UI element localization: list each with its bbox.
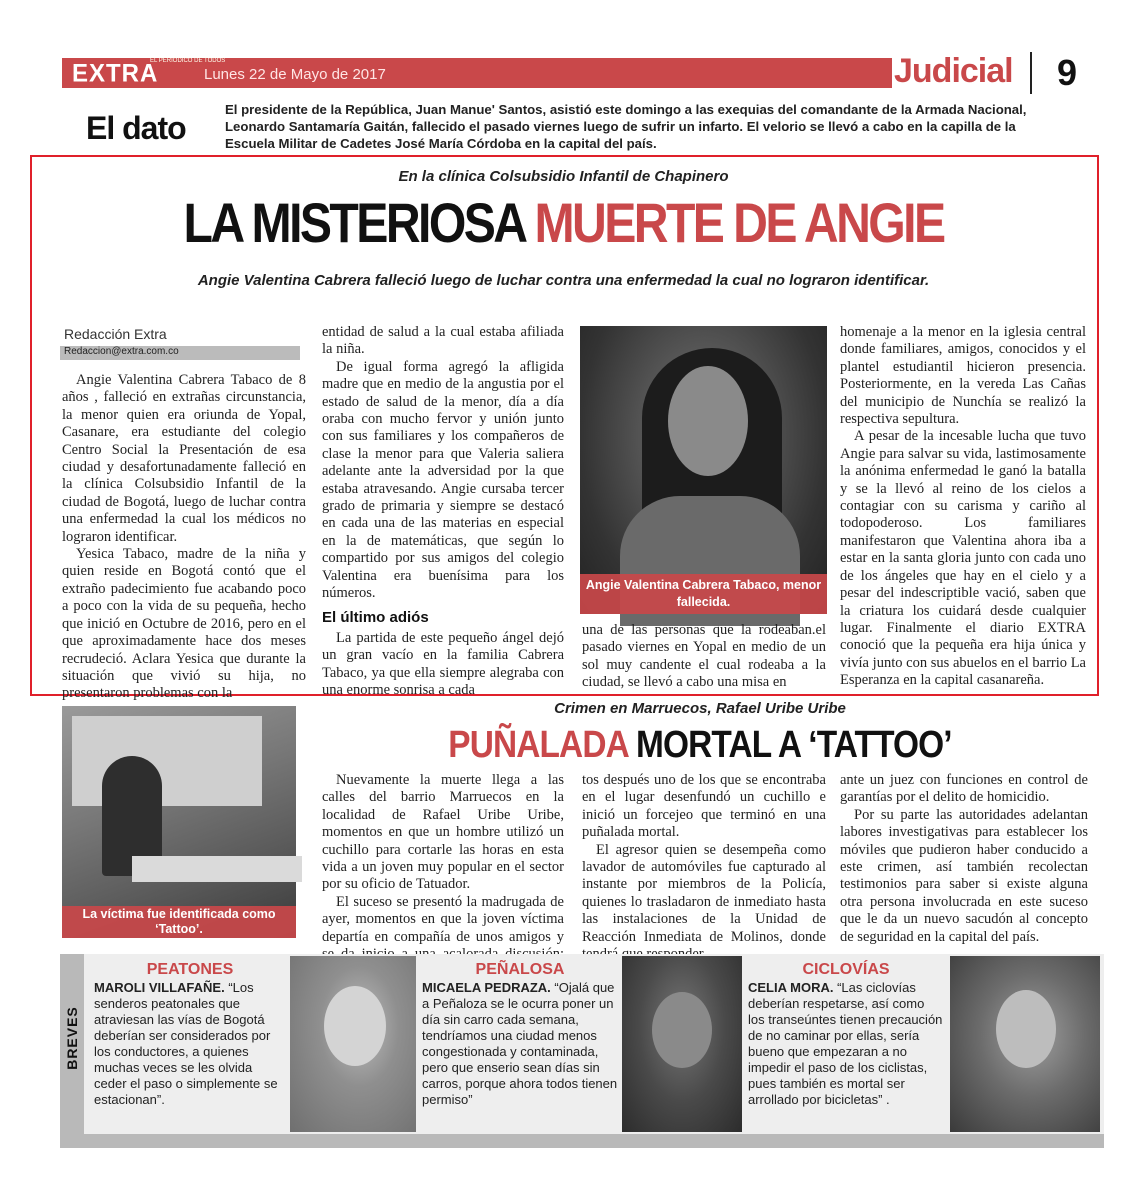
article2-photo-caption: La víctima fue identificada como ‘Tattoo’. xyxy=(62,906,296,938)
article1-kicker: En la clínica Colsubsidio Infantil de Chapinero xyxy=(398,168,729,185)
brief-item xyxy=(94,962,286,1108)
article2-column-1 xyxy=(322,772,564,945)
page-number: 9 xyxy=(1030,52,1102,94)
brief-quote: “Los senderos peatonales que atraviesan las vías de Bogotá deberían ser considerados por los conductores, a quienes muchas veces se les olvida ceder el paso o simplemente se estacionan”. xyxy=(94,980,278,1107)
article1-column-3 xyxy=(582,622,826,690)
article1-subhead: El último adiós xyxy=(322,608,429,626)
breves-bottom-bar xyxy=(60,1134,1104,1148)
logo-tagline: EL PERIÓDICO DE TODOS xyxy=(150,58,226,64)
article2-column-3 xyxy=(840,772,1088,945)
brief-name: CELIA MORA. xyxy=(748,980,834,995)
byline-email: Redaccion@extra.com.co xyxy=(64,346,179,357)
page-header xyxy=(62,52,1102,94)
paragraph: una de las personas que la rodeaban.el pasado viernes en Yopal en medio de un sol muy candente el cual rodeaba a la ciudad, se llevó a cabo una misa en xyxy=(582,622,826,691)
brief-item xyxy=(748,962,944,1108)
paragraph: Nuevamente la muerte llega a las calles del barrio Marruecos en la localidad de Rafael Uribe Uribe, momentos en que un hombre utilizó un cuchillo para cortarle las horas en esta vida a un joven muy popular en el sector por su oficio de Tatuador. xyxy=(322,772,564,893)
article1-column-1 xyxy=(62,372,306,702)
article1-headline-black: LA MISTERIOSA xyxy=(183,191,524,254)
paragraph: Yesica Tabaco, madre de la niña y quien reside en Bogotá contó que el extraño padecimiento fue acabando poco a poco con la vida de su pequeña, hecho que inició en Octubre de 2016, pero en el que aproximadamente hace dos meses recrudeció. Aclara Yesica que durante la situación que vivió su hija, no presentaron problemas con la xyxy=(62,546,306,702)
photo-face-shape xyxy=(996,990,1056,1068)
issue-date: Lunes 22 de Mayo de 2017 xyxy=(204,66,386,83)
paragraph: La partida de este pequeño ángel dejó un gran vacío en la familia Cabrera Tabaco, ya que ella siempre alegraba con una enorme sonrisa a cada xyxy=(322,629,564,699)
paragraph: Por su parte las autoridades adelantan labores investigativas para establecer los móviles que pudieron haber conducido a este crimen, así también recolectan testimonios para saber si existe alguna otra persona involucrada en este suceso que le da un nuevo sacudón al concepto de seguridad en la capital del país. xyxy=(840,806,1088,945)
brief-tag: PEATONES xyxy=(146,961,234,978)
article2-kicker: Crimen en Marruecos, Rafael Uribe Uribe xyxy=(554,700,846,717)
article1-column-2 xyxy=(322,324,564,699)
photo-face-shape xyxy=(668,366,748,476)
article2-column-2 xyxy=(582,772,826,945)
article2-photo xyxy=(62,706,296,938)
article2-headline xyxy=(348,718,1052,772)
paragraph: ante un juez con funciones en control de garantías por el delito de homicidio. xyxy=(840,772,1088,806)
brief-item xyxy=(422,962,618,1108)
dato-label: El dato xyxy=(86,110,186,146)
paragraph: A pesar de la incesable lucha que tuvo Angie para salvar su vida, lastimosamente la anónima enfermedad le ganó la batalla y se la llevó al reino de los cielos a contagiar con su carisma y cariño al todopoderoso. Los familiares manifestaron que Valentina ahora iba a estar en la santa gloria junto con cada uno de los ángeles que hay en el cielo y a pesar del indescriptible vació, saben que la criatura los cuidará desde cualquier lugar. Finalmente el diario EXTRA conoció que la pequeña era hija única y vivía junto con sus abuelos en el barrio La Esperanza en la capital casanareña. xyxy=(840,428,1086,689)
paragraph: entidad de salud a la cual estaba afiliada la niña. xyxy=(322,324,564,358)
brief-photo-2 xyxy=(622,956,742,1132)
brief-tag: PEÑALOSA xyxy=(475,961,565,978)
brief-photo-1 xyxy=(290,956,416,1132)
paragraph: homenaje a la menor en la iglesia central donde familiares, amigos, conocidos y el plantel estudiantil hicieron presencia. Posteriormente, en la vereda Las Cañas del municipio de Nunchía se realizó la respectiva sepultura. xyxy=(840,324,1086,428)
article1-photo xyxy=(580,326,827,614)
article2-headline-red: PUÑALADA xyxy=(448,724,628,766)
paragraph: De igual forma agregó la afligida madre que en medio de la angustia por el estado de salud de la menor, día a día oraba con mucho fervor y unión junto con sus familiares y los compañeros de clase la menor para que Valeria saliera adelante ante la adversidad por la que estaba atravesando. Angie cursaba tercer grado de primaria y siempre se destacó en cada una de las materias en especial en la de matemáticas, que según lo compartido por sus amigos del colegio Valentina era buenísima para los números. xyxy=(322,358,564,602)
photo-stretcher-shape xyxy=(132,856,302,882)
photo-face-shape xyxy=(324,986,386,1066)
breves-label: BREVES xyxy=(64,1006,80,1070)
byline: Redacción Extra xyxy=(64,326,167,342)
article1-headline-red: MUERTE DE ANGIE xyxy=(534,191,944,254)
dato-text: El presidente de la República, Juan Manue' Santos, asistió este domingo a las exequias del comandante de la Armada Nacional, Leonardo Santamaría Gaitán, fallecido el pasado viernes luego de sufrir un infarto. El velorio se llevó a cabo en la capilla de la Escuela Militar de Cadetes José María Córdoba en la capital del país. xyxy=(225,102,1027,151)
photo-vehicle-shape xyxy=(72,716,262,806)
article2-headline-black: MORTAL A ‘TATTOO’ xyxy=(636,724,952,766)
article1-headline xyxy=(79,188,1048,258)
brief-name: MAROLI VILLAFAÑE. xyxy=(94,980,225,995)
brief-name: MICAELA PEDRAZA. xyxy=(422,980,551,995)
paragraph: El suceso se presentó la madrugada de ayer, momentos en que la joven víctima departía en compañía de unos amigos y xyxy=(322,893,564,945)
article1-photo-caption: Angie Valentina Cabrera Tabaco, menor fallecida. xyxy=(580,574,827,614)
paragraph: tos después uno de los que se encontraba en el lugar desenfundó un cuchillo e inició un forcejeo que terminó en una puñalada mortal. xyxy=(582,772,826,841)
paragraph: El agresor quien se desempeña como lavador de automóviles fue capturado al instante por miembros de la Policía, quienes lo trasladaron de inmediato hasta las instalaciones de la Unidad de Reacción Inmediata de Molinos, donde xyxy=(582,841,826,945)
paragraph: Angie Valentina Cabrera Tabaco de 8 años , falleció en extrañas circunstancia, la menor quien era oriunda de Yopal, Casanare, era estudiante del colegio Centro Social la Presentación de esa ciudad y desafortunadamente falleció en la clínica Colsubsidio Infantil de la ciudad de Bogotá, luego de luchar contra una enfermedad la cual los médicos no lograron identificar. xyxy=(62,372,306,545)
brief-quote: “Las ciclovías deberían respetarse, así como los transeúntes tienen precaución de no caminar por ellas, sería bueno que empezaran a no impedir el paso de los ciclistas, pues también es mortal ser arrollado por bicicletas” . xyxy=(748,980,943,1107)
brief-quote: “Ojalá que a Peñaloza se le ocurra poner un día sin carro cada semana, tendríamos una ciudad menos congestionada y contaminada, pero que enserio sean días sin carros, porque ahora todos tienen permiso” xyxy=(422,980,618,1107)
photo-face-shape xyxy=(652,992,712,1068)
article1-deck: Angie Valentina Cabrera falleció luego de luchar contra una enfermedad la cual no lograron identificar. xyxy=(197,272,930,289)
brief-tag: CICLOVÍAS xyxy=(802,961,890,978)
section-title: Judicial xyxy=(894,52,1013,90)
brief-photo-3 xyxy=(950,956,1100,1132)
newspaper-logo: EXTRA xyxy=(72,59,159,88)
article1-column-4 xyxy=(840,324,1086,690)
